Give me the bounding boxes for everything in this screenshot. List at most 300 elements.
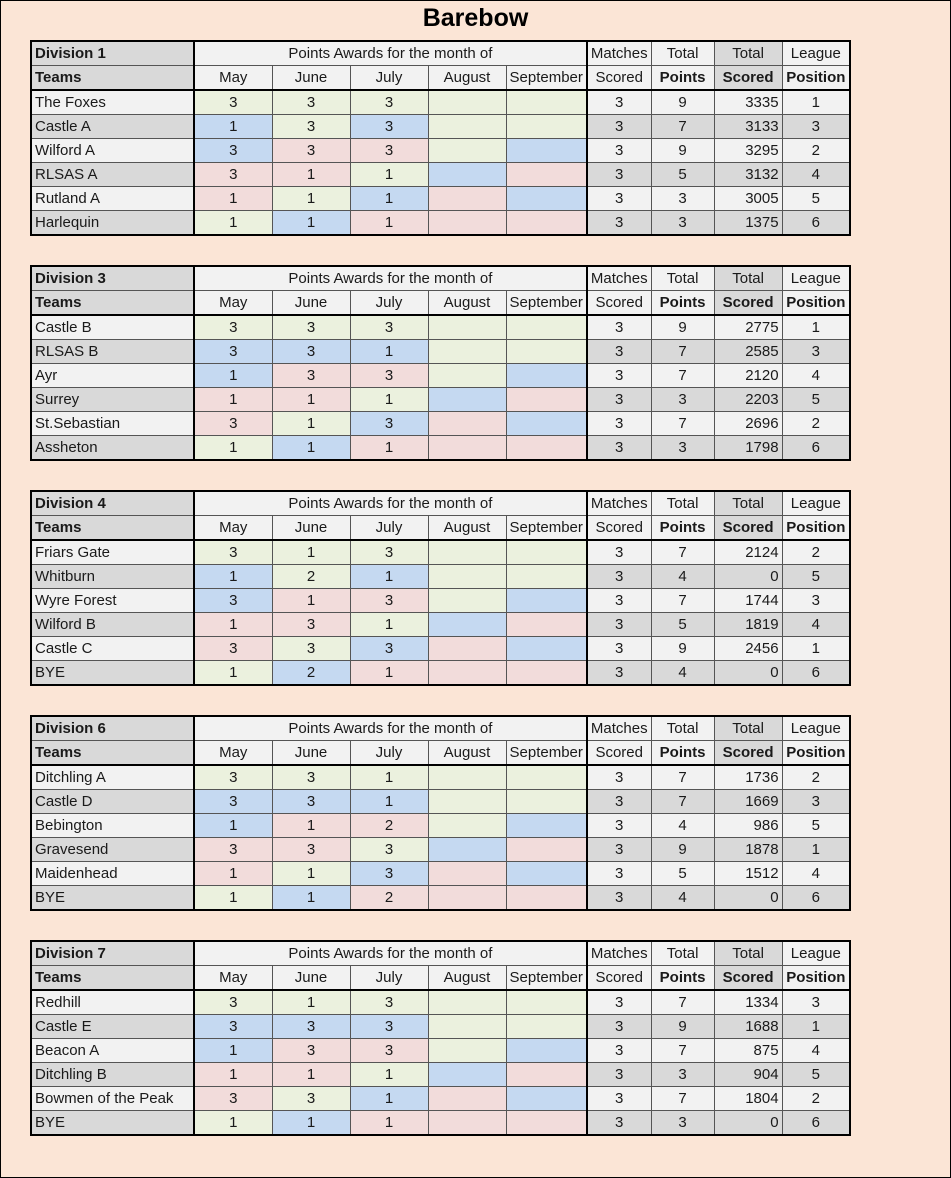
month-points: [506, 340, 587, 364]
month-points: [506, 886, 587, 911]
total-scored: 0: [714, 565, 782, 589]
total-scored-header: Scored: [714, 291, 782, 316]
month-header: May: [194, 66, 272, 91]
table-row: [31, 115, 850, 139]
month-points: [506, 613, 587, 637]
month-points: 3: [350, 1039, 428, 1063]
league-position: 6: [782, 886, 850, 911]
table-row: [31, 436, 850, 461]
total-points: 7: [651, 115, 714, 139]
month-points: [428, 838, 506, 862]
table-row: [31, 886, 850, 911]
total-scored: 1334: [714, 990, 782, 1015]
matches-scored: 3: [587, 661, 651, 686]
month-points: [506, 315, 587, 340]
matches-scored: 3: [587, 412, 651, 436]
month-header: September: [506, 966, 587, 991]
total-scored: 904: [714, 1063, 782, 1087]
division-name: Division 3: [31, 266, 194, 291]
table-row: [31, 364, 850, 388]
matches-scored: 3: [587, 90, 651, 115]
total-points: 9: [651, 315, 714, 340]
month-points: [506, 90, 587, 115]
month-points: 1: [272, 211, 350, 236]
month-points: 3: [272, 838, 350, 862]
month-points: 1: [350, 790, 428, 814]
total-points: 9: [651, 637, 714, 661]
month-points: 1: [272, 589, 350, 613]
month-header: September: [506, 66, 587, 91]
month-points: 1: [194, 862, 272, 886]
month-header: July: [350, 966, 428, 991]
league-position: 6: [782, 436, 850, 461]
teams-header: Teams: [31, 966, 194, 991]
matches-scored: 3: [587, 436, 651, 461]
month-header: June: [272, 741, 350, 766]
month-points: [506, 765, 587, 790]
month-points: 1: [350, 1063, 428, 1087]
month-points: 1: [194, 436, 272, 461]
month-points: 3: [194, 765, 272, 790]
total-scored: 2120: [714, 364, 782, 388]
league-position-header: Position: [782, 966, 850, 991]
team-name: Wilford B: [31, 613, 194, 637]
matches-scored: 3: [587, 790, 651, 814]
matches-scored: 3: [587, 388, 651, 412]
league-position-header: League: [782, 41, 850, 66]
matches-scored: 3: [587, 565, 651, 589]
month-header: August: [428, 741, 506, 766]
month-points: [506, 1111, 587, 1136]
league-position-header: League: [782, 266, 850, 291]
month-points: [428, 115, 506, 139]
month-points: 3: [272, 139, 350, 163]
month-points: 3: [350, 540, 428, 565]
month-points: 3: [272, 790, 350, 814]
month-points: [428, 412, 506, 436]
total-points: 3: [651, 211, 714, 236]
month-points: 3: [272, 315, 350, 340]
total-scored-header: Total: [714, 941, 782, 966]
league-position: 3: [782, 790, 850, 814]
matches-scored: 3: [587, 187, 651, 211]
total-scored: 1688: [714, 1015, 782, 1039]
total-points: 9: [651, 139, 714, 163]
total-scored-header: Scored: [714, 516, 782, 541]
month-header: May: [194, 966, 272, 991]
matches-header: Matches: [587, 941, 651, 966]
month-points: 1: [272, 990, 350, 1015]
total-scored-header: Total: [714, 491, 782, 516]
league-position: 3: [782, 589, 850, 613]
table-row: [31, 637, 850, 661]
month-header: August: [428, 291, 506, 316]
month-points: [428, 637, 506, 661]
table-row: [31, 412, 850, 436]
team-name: Whitburn: [31, 565, 194, 589]
team-name: Castle B: [31, 315, 194, 340]
total-scored: 3295: [714, 139, 782, 163]
total-points: 7: [651, 1039, 714, 1063]
division-name: Division 1: [31, 41, 194, 66]
league-position: 1: [782, 838, 850, 862]
month-points: 3: [272, 765, 350, 790]
total-scored: 2203: [714, 388, 782, 412]
month-points: 3: [350, 637, 428, 661]
league-position-header: League: [782, 491, 850, 516]
month-points: [428, 187, 506, 211]
month-points: [428, 1063, 506, 1087]
matches-scored: 3: [587, 1015, 651, 1039]
table-row: [31, 838, 850, 862]
total-scored-header: Total: [714, 41, 782, 66]
month-points: 1: [272, 886, 350, 911]
month-points: 1: [272, 187, 350, 211]
month-points: [428, 1111, 506, 1136]
month-points: 3: [194, 790, 272, 814]
total-scored: 0: [714, 661, 782, 686]
division-table: [30, 490, 851, 686]
team-name: RLSAS B: [31, 340, 194, 364]
league-position: 2: [782, 765, 850, 790]
month-points: 1: [194, 187, 272, 211]
month-points: [428, 139, 506, 163]
month-points: [506, 364, 587, 388]
matches-scored: 3: [587, 637, 651, 661]
total-scored: 3133: [714, 115, 782, 139]
total-points-header: Points: [651, 516, 714, 541]
month-points: [506, 990, 587, 1015]
month-points: 3: [350, 315, 428, 340]
team-name: Redhill: [31, 990, 194, 1015]
month-points: 2: [272, 661, 350, 686]
month-points: [506, 412, 587, 436]
total-points: 7: [651, 340, 714, 364]
month-points: [428, 765, 506, 790]
table-row: [31, 340, 850, 364]
total-scored: 3132: [714, 163, 782, 187]
month-points: [428, 1039, 506, 1063]
total-points: 7: [651, 765, 714, 790]
total-scored-header: Total: [714, 716, 782, 741]
points-awards-header: Points Awards for the month of: [194, 41, 587, 66]
total-points: 5: [651, 613, 714, 637]
points-awards-header: Points Awards for the month of: [194, 491, 587, 516]
total-scored: 1736: [714, 765, 782, 790]
league-position-header: League: [782, 716, 850, 741]
matches-header: Scored: [587, 66, 651, 91]
total-points-header: Points: [651, 741, 714, 766]
team-name: Castle E: [31, 1015, 194, 1039]
total-scored: 1375: [714, 211, 782, 236]
team-name: Bebington: [31, 814, 194, 838]
month-points: [506, 115, 587, 139]
month-points: [428, 540, 506, 565]
division-name: Division 6: [31, 716, 194, 741]
matches-scored: 3: [587, 340, 651, 364]
month-points: 3: [350, 589, 428, 613]
matches-scored: 3: [587, 540, 651, 565]
league-position: 3: [782, 990, 850, 1015]
month-header: August: [428, 516, 506, 541]
month-points: [428, 388, 506, 412]
total-points-header: Total: [651, 941, 714, 966]
month-header: August: [428, 966, 506, 991]
month-points: 3: [194, 1015, 272, 1039]
league-position: 4: [782, 364, 850, 388]
table-row: [31, 790, 850, 814]
month-points: [428, 315, 506, 340]
team-name: St.Sebastian: [31, 412, 194, 436]
month-points: 3: [272, 364, 350, 388]
month-points: 1: [350, 388, 428, 412]
month-points: [428, 340, 506, 364]
team-name: Castle A: [31, 115, 194, 139]
month-points: 1: [194, 613, 272, 637]
month-points: 1: [350, 187, 428, 211]
total-points-header: Points: [651, 291, 714, 316]
league-position: 4: [782, 1039, 850, 1063]
month-header: August: [428, 66, 506, 91]
matches-scored: 3: [587, 814, 651, 838]
month-points: [506, 436, 587, 461]
table-row: [31, 1063, 850, 1087]
league-position: 4: [782, 862, 850, 886]
month-points: [428, 1015, 506, 1039]
total-scored: 2696: [714, 412, 782, 436]
total-points: 7: [651, 1087, 714, 1111]
team-name: Surrey: [31, 388, 194, 412]
month-header: July: [350, 741, 428, 766]
team-name: Bowmen of the Peak: [31, 1087, 194, 1111]
teams-header: Teams: [31, 291, 194, 316]
month-points: 3: [350, 139, 428, 163]
total-scored: 2124: [714, 540, 782, 565]
month-header: May: [194, 741, 272, 766]
month-points: 3: [194, 637, 272, 661]
total-points: 4: [651, 661, 714, 686]
league-position: 4: [782, 613, 850, 637]
total-points: 3: [651, 1111, 714, 1136]
month-points: 3: [272, 1015, 350, 1039]
league-position-header: Position: [782, 291, 850, 316]
month-points: 1: [350, 436, 428, 461]
total-scored-header: Scored: [714, 966, 782, 991]
total-scored: 1798: [714, 436, 782, 461]
total-points: 4: [651, 565, 714, 589]
month-points: [428, 1087, 506, 1111]
month-points: 3: [272, 340, 350, 364]
matches-scored: 3: [587, 1063, 651, 1087]
team-name: Friars Gate: [31, 540, 194, 565]
table-row: [31, 90, 850, 115]
teams-header: Teams: [31, 516, 194, 541]
month-header: July: [350, 516, 428, 541]
month-points: [428, 364, 506, 388]
month-points: 1: [194, 1063, 272, 1087]
team-name: Castle C: [31, 637, 194, 661]
matches-scored: 3: [587, 990, 651, 1015]
total-scored: 1878: [714, 838, 782, 862]
table-row: [31, 589, 850, 613]
points-awards-header: Points Awards for the month of: [194, 266, 587, 291]
table-row: [31, 315, 850, 340]
month-points: [506, 862, 587, 886]
month-points: 3: [350, 364, 428, 388]
month-points: 1: [272, 163, 350, 187]
matches-scored: 3: [587, 115, 651, 139]
table-row: [31, 613, 850, 637]
league-position: 1: [782, 1015, 850, 1039]
total-points: 7: [651, 364, 714, 388]
league-position-header: Position: [782, 516, 850, 541]
month-points: 1: [194, 211, 272, 236]
month-points: [506, 211, 587, 236]
matches-scored: 3: [587, 364, 651, 388]
team-name: Harlequin: [31, 211, 194, 236]
division-table: [30, 40, 851, 236]
total-scored: 1804: [714, 1087, 782, 1111]
table-row: [31, 661, 850, 686]
total-points-header: Points: [651, 966, 714, 991]
league-position: 2: [782, 139, 850, 163]
month-points: 3: [194, 139, 272, 163]
month-points: [506, 814, 587, 838]
month-points: [428, 661, 506, 686]
month-points: 1: [194, 1111, 272, 1136]
month-points: 3: [194, 990, 272, 1015]
month-points: 1: [272, 814, 350, 838]
month-points: [428, 589, 506, 613]
month-header: June: [272, 291, 350, 316]
month-points: [428, 163, 506, 187]
league-position: 4: [782, 163, 850, 187]
month-points: [506, 1015, 587, 1039]
month-points: [506, 187, 587, 211]
team-name: RLSAS A: [31, 163, 194, 187]
total-points: 7: [651, 412, 714, 436]
month-points: [506, 589, 587, 613]
league-position-header: Position: [782, 741, 850, 766]
total-points-header: Total: [651, 266, 714, 291]
total-scored: 3005: [714, 187, 782, 211]
division-table: [30, 265, 851, 461]
total-points: 3: [651, 388, 714, 412]
month-points: [506, 139, 587, 163]
league-position: 2: [782, 1087, 850, 1111]
league-position: 5: [782, 388, 850, 412]
month-points: 3: [272, 90, 350, 115]
team-name: Wilford A: [31, 139, 194, 163]
month-points: 1: [194, 814, 272, 838]
month-points: 3: [194, 163, 272, 187]
total-points-header: Total: [651, 41, 714, 66]
month-points: 3: [194, 1087, 272, 1111]
total-scored: 2585: [714, 340, 782, 364]
total-scored: 1819: [714, 613, 782, 637]
month-points: [506, 838, 587, 862]
month-header: September: [506, 741, 587, 766]
month-points: [506, 1063, 587, 1087]
total-scored: 2456: [714, 637, 782, 661]
month-points: [428, 886, 506, 911]
total-scored: 2775: [714, 315, 782, 340]
month-points: 3: [272, 1039, 350, 1063]
division-name: Division 4: [31, 491, 194, 516]
table-row: [31, 1111, 850, 1136]
total-points: 7: [651, 790, 714, 814]
team-name: Ditchling B: [31, 1063, 194, 1087]
total-points: 4: [651, 814, 714, 838]
month-points: [428, 790, 506, 814]
month-points: 1: [350, 211, 428, 236]
league-position: 6: [782, 1111, 850, 1136]
matches-scored: 3: [587, 589, 651, 613]
month-points: 2: [350, 886, 428, 911]
matches-header: Scored: [587, 291, 651, 316]
month-points: 3: [272, 613, 350, 637]
total-points-header: Points: [651, 66, 714, 91]
team-name: Ditchling A: [31, 765, 194, 790]
total-points: 7: [651, 990, 714, 1015]
matches-scored: 3: [587, 1111, 651, 1136]
table-row: [31, 765, 850, 790]
team-name: Rutland A: [31, 187, 194, 211]
table-row: [31, 388, 850, 412]
team-name: BYE: [31, 661, 194, 686]
month-points: 1: [194, 115, 272, 139]
league-position: 6: [782, 661, 850, 686]
division-name: Division 7: [31, 941, 194, 966]
month-points: [506, 540, 587, 565]
month-points: [428, 613, 506, 637]
table-row: [31, 187, 850, 211]
table-row: [31, 540, 850, 565]
month-points: [506, 388, 587, 412]
month-points: 3: [350, 1015, 428, 1039]
matches-header: Scored: [587, 516, 651, 541]
table-row: [31, 862, 850, 886]
league-position: 2: [782, 412, 850, 436]
total-scored-header: Scored: [714, 66, 782, 91]
month-points: 1: [272, 436, 350, 461]
month-points: 1: [194, 565, 272, 589]
matches-header: Matches: [587, 41, 651, 66]
month-points: 1: [272, 540, 350, 565]
total-points: 3: [651, 436, 714, 461]
team-name: BYE: [31, 886, 194, 911]
matches-header: Scored: [587, 741, 651, 766]
month-header: May: [194, 516, 272, 541]
matches-scored: 3: [587, 315, 651, 340]
month-points: [428, 436, 506, 461]
page-title: Barebow: [422, 4, 529, 32]
month-points: 3: [272, 637, 350, 661]
matches-header: Matches: [587, 266, 651, 291]
month-points: 1: [194, 364, 272, 388]
league-position: 5: [782, 814, 850, 838]
division-table: [30, 940, 851, 1136]
matches-scored: 3: [587, 163, 651, 187]
month-points: 3: [194, 838, 272, 862]
total-points: 9: [651, 90, 714, 115]
matches-scored: 3: [587, 139, 651, 163]
team-name: The Foxes: [31, 90, 194, 115]
total-points: 7: [651, 540, 714, 565]
month-header: July: [350, 66, 428, 91]
table-row: [31, 163, 850, 187]
total-points: 9: [651, 838, 714, 862]
